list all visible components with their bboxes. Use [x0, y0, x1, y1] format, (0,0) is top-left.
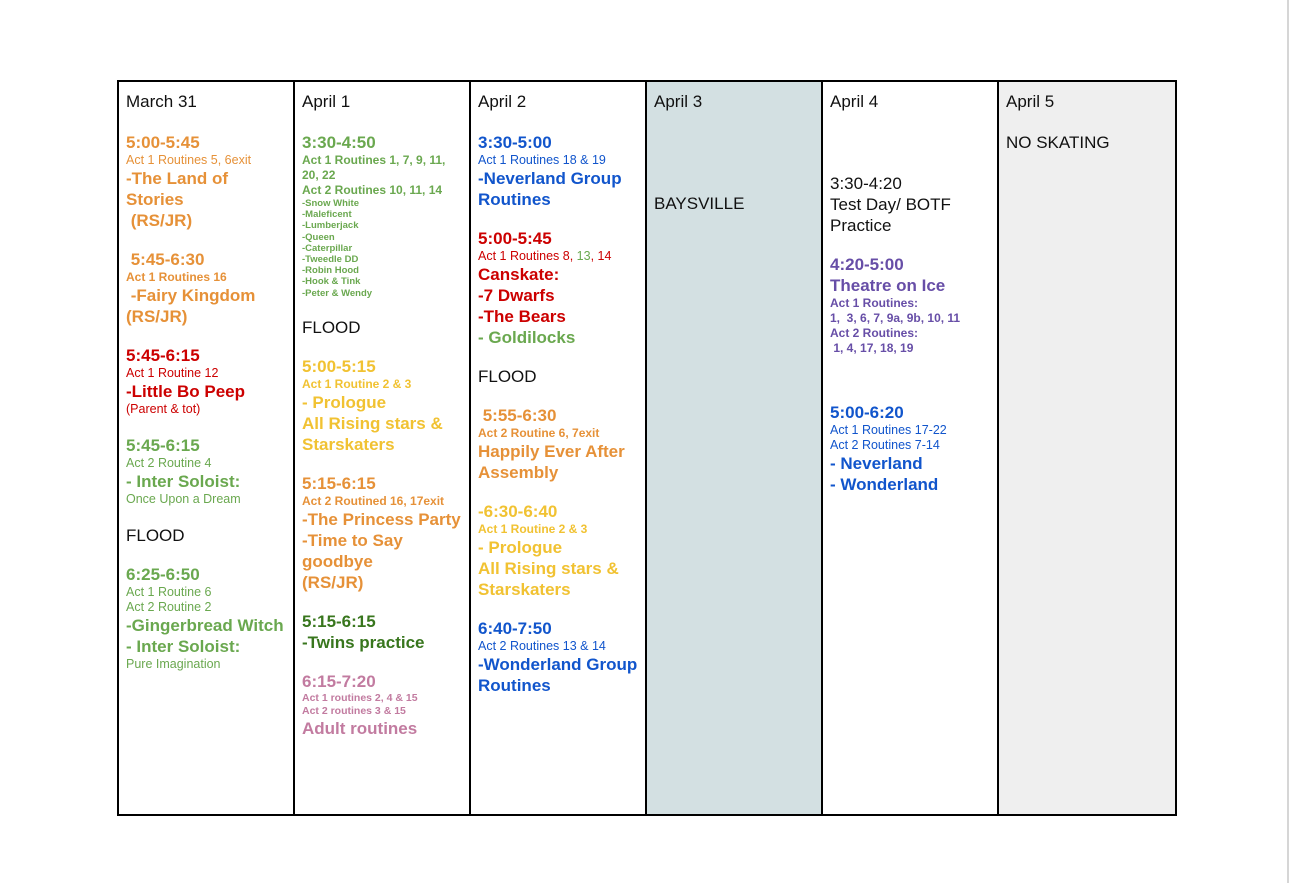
routine-line: Act 2 Routined 16, 17exit — [302, 493, 445, 508]
session-description: Test Day/ BOTF Practice — [830, 195, 951, 235]
routine-title: - Inter Soloist: — [126, 637, 241, 656]
session-time: 5:45-6:15 — [126, 436, 200, 455]
session-block — [302, 356, 462, 455]
date-header: April 2 — [478, 92, 527, 111]
routine-line: Act 1 routines 2, 4 & 15 — [302, 691, 418, 704]
session-time: 5:45-6:15 — [126, 346, 200, 365]
routine-line: Act 1 Routine 2 & 3 — [302, 376, 412, 391]
routine-line: Pure Imagination — [126, 657, 221, 671]
session-block — [126, 564, 286, 672]
session-block — [126, 345, 286, 417]
routine-item: -Lumberjack — [302, 220, 359, 232]
location-note: BAYSVILLE — [654, 194, 745, 213]
day-column-april-2 — [470, 81, 646, 815]
routine-line — [478, 249, 638, 264]
routine-line: Act 1 Routine 12 — [126, 366, 219, 380]
session-block — [478, 501, 638, 600]
session-time: 3:30-4:20 — [830, 174, 902, 193]
routine-line: Act 2 routines 3 & 15 — [302, 704, 406, 717]
session-time: 3:30-5:00 — [478, 133, 552, 152]
session-block — [478, 618, 638, 696]
flood-note: FLOOD — [302, 317, 361, 337]
routine-line: Act 2 Routine 2 — [126, 600, 212, 614]
routine-item: -Caterpillar — [302, 242, 353, 254]
routine-title: All Rising stars & Starskaters — [478, 559, 619, 599]
routine-line: Act 2 Routines 7-14 — [830, 438, 940, 452]
routine-title: - Inter Soloist: — [126, 472, 241, 491]
routine-number-red: 14 — [597, 249, 612, 263]
routine-line: Act 1 Routines 5, 6exit — [126, 153, 252, 167]
routine-title: -Wonderland Group Routines — [478, 655, 638, 695]
routine-title: -Neverland Group Routines — [478, 169, 622, 209]
routine-title: (RS/JR) — [302, 572, 364, 592]
date-header: April 1 — [302, 92, 351, 111]
routine-title: -Twins practice — [302, 632, 425, 652]
routine-title: - Prologue — [478, 538, 563, 557]
routine-title: (RS/JR) — [126, 211, 193, 230]
date-header: April 4 — [830, 92, 879, 111]
routine-title: - Goldilocks — [478, 328, 576, 347]
session-time: -6:30-6:40 — [478, 502, 558, 521]
flood-note: FLOOD — [126, 526, 185, 545]
routine-separator: , — [590, 249, 598, 263]
day-column-april-5 — [998, 81, 1176, 815]
schedule-table — [117, 80, 1177, 816]
routine-item: -Queen — [302, 231, 335, 243]
day-column-april-3 — [646, 81, 822, 815]
session-time: 5:55-6:30 — [478, 406, 557, 425]
routine-item: -Tweedle DD — [302, 254, 359, 266]
no-skating-note: NO SKATING — [1006, 133, 1110, 152]
routine-line: Act 2 Routines 13 & 14 — [478, 639, 606, 653]
routine-line: Once Upon a Dream — [126, 492, 241, 506]
routine-title: -The Princess Party — [302, 509, 461, 529]
session-time: 5:45-6:30 — [126, 250, 205, 269]
routine-title: Adult routines — [302, 718, 418, 738]
routine-line-text: Act 1 Routines 8, — [478, 249, 577, 263]
day-column-march-31 — [118, 81, 294, 815]
session-time: 6:25-6:50 — [126, 565, 200, 584]
date-header: April 5 — [1006, 92, 1055, 111]
session-block — [126, 132, 286, 231]
session-block — [478, 228, 638, 348]
routine-item: -Robin Hood — [302, 265, 359, 277]
routine-line: Act 1 Routine 2 & 3 — [478, 522, 588, 536]
routine-line: (Parent & tot) — [126, 402, 201, 416]
date-header: April 3 — [654, 92, 703, 111]
session-time: 6:40-7:50 — [478, 619, 552, 638]
session-block — [302, 132, 462, 299]
routine-title: -The Land of Stories — [126, 169, 228, 209]
page-edge — [1287, 0, 1289, 883]
routine-title: -Gingerbread Witch — [126, 616, 284, 635]
day-column-april-1 — [294, 81, 470, 815]
routine-line: Act 1 Routines 16 — [126, 270, 227, 284]
routine-number-green: 13 — [576, 249, 591, 263]
routine-title: -Little Bo Peep — [126, 382, 246, 401]
routine-title: Theatre on Ice — [830, 276, 946, 295]
session-time: 5:15-6:15 — [302, 473, 376, 493]
routine-line: Act 2 Routine 6, 7exit — [478, 426, 600, 440]
table-row — [118, 81, 1176, 815]
routine-title: -7 Dwarfs — [478, 286, 555, 305]
session-time: 6:15-7:20 — [302, 671, 376, 691]
routine-line: Act 1 Routines 18 & 19 — [478, 153, 606, 167]
routine-title: Happily Ever After Assembly — [478, 442, 625, 482]
session-block — [302, 671, 462, 739]
routine-title: All Rising stars & Starskaters — [302, 413, 443, 454]
session-time: 3:30-4:50 — [302, 133, 376, 152]
session-time: 5:00-5:45 — [478, 229, 552, 248]
session-block — [302, 611, 462, 653]
flood-note: FLOOD — [478, 367, 537, 386]
routine-title: - Wonderland — [830, 475, 939, 494]
session-block — [478, 405, 638, 483]
routine-line: 1, 3, 6, 7, 9a, 9b, 10, 11 — [830, 311, 961, 325]
routine-item: -Snow White — [302, 198, 359, 209]
session-block — [302, 473, 462, 593]
session-time: 5:15-6:15 — [302, 611, 376, 631]
routine-line: Act 2 Routines: — [830, 326, 919, 340]
routine-title: - Neverland — [830, 454, 923, 473]
session-time: 5:00-5:15 — [302, 356, 376, 376]
routine-line: 1, 4, 17, 18, 19 — [830, 341, 914, 355]
session-block — [830, 402, 990, 495]
routine-item: -Maleficent — [302, 209, 352, 221]
session-block — [126, 435, 286, 507]
routine-line: Act 1 Routines 1, 7, 9, 11, 20, 22 — [302, 153, 446, 182]
routine-line: Act 1 Routine 6 — [126, 585, 212, 599]
routine-line: Act 1 Routines: — [830, 296, 919, 310]
session-time: 5:00-5:45 — [126, 133, 200, 152]
day-column-april-4 — [822, 81, 998, 815]
session-time: 5:00-6:20 — [830, 403, 904, 422]
routine-title: - Prologue — [302, 392, 387, 412]
date-header: March 31 — [126, 92, 197, 111]
session-block — [478, 132, 638, 210]
session-time: 4:20-5:00 — [830, 255, 904, 274]
routine-title: -The Bears — [478, 307, 566, 326]
session-block — [830, 254, 990, 356]
routine-title: -Time to Say goodbye — [302, 530, 403, 571]
routine-line: Act 2 Routines 10, 11, 14 — [302, 183, 443, 197]
routine-title: -Fairy Kingdom (RS/JR) — [126, 286, 261, 326]
routine-title: Canskate: — [478, 265, 560, 284]
routine-line: Act 2 Routine 4 — [126, 456, 212, 470]
session-block — [126, 249, 286, 327]
routine-line: Act 1 Routines 17-22 — [830, 423, 947, 437]
routine-item: -Hook & Tink — [302, 276, 361, 288]
routine-item: -Peter & Wendy — [302, 287, 373, 299]
